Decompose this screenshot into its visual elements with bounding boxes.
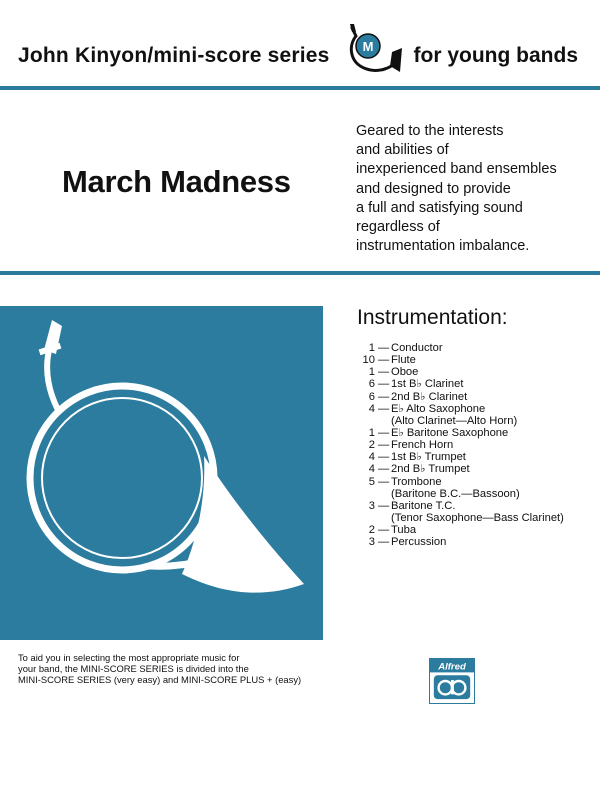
- description-line: a full and satisfying sound: [356, 199, 523, 216]
- instrument-name: Flute: [391, 354, 416, 367]
- footnote-line: To aid you in selecting the most appropriate music for: [18, 652, 240, 663]
- instrument-row: [357, 451, 592, 463]
- instrument-qty: 1: [368, 366, 375, 379]
- instrument-dash: —: [378, 354, 390, 367]
- instrument-row: [357, 476, 592, 488]
- instrument-name: Trombone: [391, 475, 442, 488]
- instrument-qty: 1: [368, 342, 375, 354]
- instrument-dash: —: [378, 366, 390, 379]
- instrument-row: [357, 354, 592, 366]
- instrument-dash: —: [378, 475, 390, 488]
- instrument-name: (Tenor Saxophone—Bass Clarinet): [391, 511, 564, 524]
- instrument-qty: 4: [368, 463, 375, 476]
- instrument-name: Percussion: [391, 536, 447, 549]
- instrument-name: 2nd B♭ Clarinet: [391, 390, 468, 403]
- instrument-dash: —: [378, 536, 390, 549]
- instrument-name: 1st B♭ Trumpet: [391, 451, 466, 464]
- instrument-row: [357, 342, 592, 354]
- footnote-line: MINI-SCORE SERIES (very easy) and MINI-SCORE PLUS + (easy): [18, 674, 302, 686]
- instrument-name: (Alto Clarinet—Alto Horn): [391, 414, 518, 427]
- instrument-row: [357, 391, 592, 403]
- instrument-name: E♭ Alto Saxophone: [391, 402, 486, 415]
- description-line: and abilities of: [356, 142, 449, 159]
- instrument-dash: —: [378, 402, 390, 415]
- instrument-dash: —: [378, 463, 390, 476]
- instrument-row: [357, 366, 592, 378]
- instrumentation-heading: Instrumentation:: [357, 306, 508, 329]
- instrument-row: [357, 439, 592, 451]
- badge-letter: M: [362, 39, 374, 54]
- instrument-qty: 2: [368, 524, 375, 537]
- series-name: John Kinyon/mini-score series: [18, 44, 330, 67]
- publisher-name: Alfred: [438, 661, 466, 673]
- instrument-row: [357, 403, 592, 415]
- description-line: and designed to provide: [356, 180, 511, 197]
- instrument-dash: —: [378, 524, 390, 537]
- description-line: Geared to the interests: [356, 123, 504, 139]
- instrument-dash: —: [378, 451, 390, 464]
- instrument-name: Tuba: [391, 524, 417, 537]
- french-horn-badge-icon: [338, 22, 404, 78]
- description-line: instrumentation imbalance.: [356, 238, 530, 255]
- instrument-row: [357, 512, 592, 524]
- series-footnote: [18, 652, 318, 686]
- instrument-qty: 1: [368, 426, 375, 439]
- instrument-qty: 4: [368, 451, 375, 464]
- instrument-row: [357, 463, 592, 475]
- instrument-name: Baritone T.C.: [391, 499, 456, 512]
- alfred-logo-icon: [429, 658, 475, 704]
- instrument-qty: 3: [368, 536, 375, 549]
- instrument-dash: —: [378, 378, 390, 391]
- instrument-qty: 6: [368, 390, 375, 403]
- instrument-name: (Baritone B.C.—Bassoon): [391, 487, 520, 500]
- instrument-qty: 5: [368, 475, 375, 488]
- series-header: [0, 0, 600, 88]
- instrument-name: Oboe: [391, 366, 419, 379]
- instrument-name: Conductor: [391, 342, 443, 354]
- instrument-qty: 6: [368, 378, 375, 391]
- french-horn-icon: [0, 306, 323, 640]
- instrumentation-list: [357, 342, 592, 548]
- instrument-dash: —: [378, 499, 390, 512]
- instrument-qty: 10: [362, 354, 375, 367]
- description-line: inexperienced band ensembles: [356, 161, 557, 178]
- instrument-row: [357, 536, 592, 548]
- instrument-name: 1st B♭ Clarinet: [391, 378, 464, 391]
- instrument-row: [357, 500, 592, 512]
- instrument-row: [357, 427, 592, 439]
- cover-art-panel: [0, 306, 323, 640]
- middle-divider: [0, 271, 600, 275]
- instrument-row: [357, 488, 592, 500]
- instrument-dash: —: [378, 439, 390, 452]
- instrument-qty: 4: [368, 402, 375, 415]
- instrument-name: 2nd B♭ Trumpet: [391, 463, 470, 476]
- instrument-dash: —: [378, 390, 390, 403]
- piece-title: March Madness: [62, 164, 291, 199]
- instrument-name: E♭ Baritone Saxophone: [391, 426, 509, 439]
- series-tagline: for young bands: [413, 44, 578, 67]
- instrument-row: [357, 524, 592, 536]
- instrument-row: [357, 378, 592, 390]
- instrument-dash: —: [378, 426, 390, 439]
- instrument-name: French Horn: [391, 439, 454, 452]
- description-line: regardless of: [356, 219, 440, 236]
- footnote-line: your band, the MINI-SCORE SERIES is divided into the: [18, 663, 249, 675]
- instrument-qty: 3: [368, 499, 375, 512]
- series-description: [356, 122, 586, 256]
- instrument-dash: —: [378, 342, 390, 354]
- instrument-row: [357, 415, 592, 427]
- top-divider: [0, 86, 600, 90]
- instrument-qty: 2: [368, 439, 375, 452]
